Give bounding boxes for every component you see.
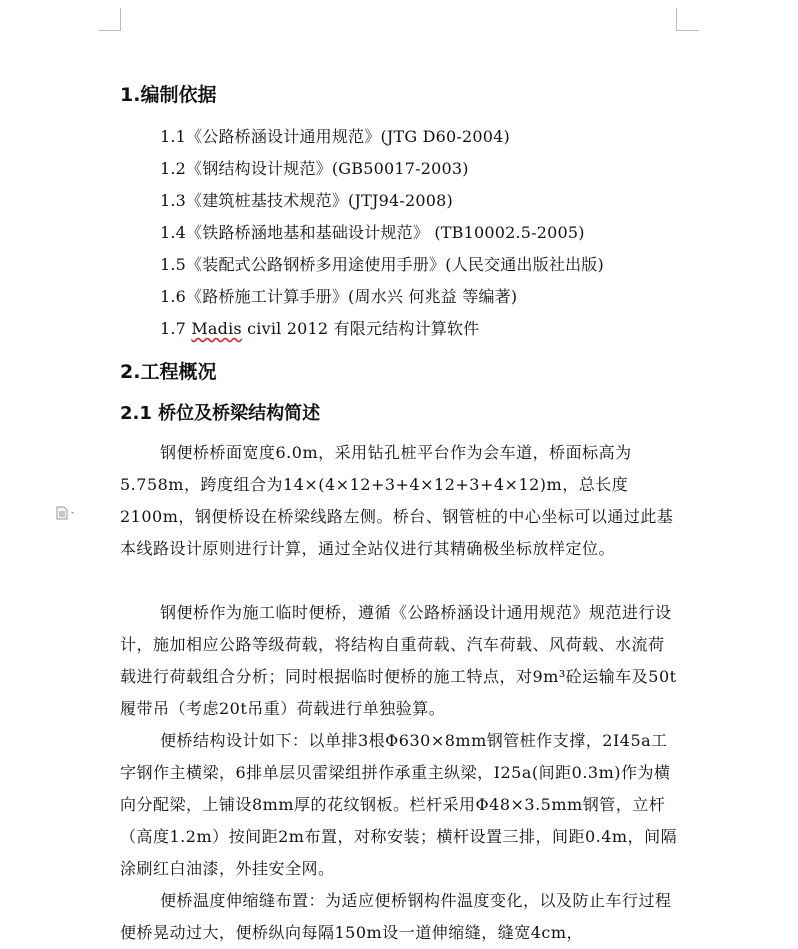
reference-item-5: 1.5《装配式公路钢桥多用途使用手册》(人民交通出版社出版) [160, 255, 604, 274]
paragraph-options-icon[interactable] [56, 505, 78, 519]
reference-item-7-suffix: civil 2012 有限元结构计算软件 [241, 319, 480, 338]
paragraph-design-loads: 钢便桥作为施工临时便桥，遵循《公路桥涵设计通用规范》规范进行设计，施加相应公路等级荷载，将结构自重荷载、汽车荷载、风荷载、水流荷载进行荷载组合分析；同时根据临时便桥的施工特点，对9m³砼运输车及50t履带吊（考虑20t吊重）荷载进行单独验算。 [120, 603, 677, 718]
reference-item-4: 1.4《铁路桥涵地基和基础设计规范》 (TB10002.5-2005) [160, 223, 585, 242]
spellcheck-underlined-word: Madis [191, 319, 242, 338]
reference-item-2: 1.2《钢结构设计规范》(GB50017-2003) [160, 159, 469, 178]
section-heading-basis: 1.编制依据 [120, 84, 217, 106]
section-heading-overview: 2.工程概况 [120, 361, 217, 383]
reference-item-6: 1.6《路桥施工计算手册》(周水兴 何兆益 等编著) [160, 287, 518, 306]
paragraph-expansion-joint: 便桥温度伸缩缝布置：为适应便桥钢构件温度变化，以及防止车行过程便桥晃动过大，便桥纵向每隔150m设一道伸缩缝，缝宽4cm， [120, 891, 672, 942]
reference-item-7-prefix: 1.7 [160, 319, 192, 338]
page-corner-mark-right [676, 8, 699, 31]
reference-item-7 [160, 316, 479, 339]
subsection-heading-bridge: 2.1 桥位及桥梁结构简述 [120, 403, 321, 424]
paragraph-bridge-layout: 钢便桥桥面宽度6.0m，采用钻孔桩平台作为会车道，桥面标高为5.758m，跨度组合为14×(4×12+3+4×12+3+4×12)m，总长度2100m，钢便桥设在桥梁线路左侧。桥台、钢管桩的中心坐标可以通过此基本线路设计原则进行计算，通过全站仪进行其精确极坐标放样定位。 [120, 443, 674, 558]
reference-item-3: 1.3《建筑桩基技术规范》(JTJ94-2008) [160, 191, 453, 210]
paragraph-structure-design: 便桥结构设计如下：以单排3根Φ630×8mm钢管桩作支撑，2I45a工字钢作主横梁，6排单层贝雷梁组拼作承重主纵梁，I25a(间距0.3m)作为横向分配梁，上铺设8mm厚的花纹钢板。栏杆采用Φ48×3.5mm钢管，立杆（高度1.2m）按间距2m布置，对称安装；横杆设置三排，间距0.4m，间隔涂刷红白油漆，外挂安全网。 [120, 731, 678, 878]
page-corner-mark-left [98, 8, 121, 31]
reference-item-1: 1.1《公路桥涵设计通用规范》(JTG D60-2004) [160, 127, 510, 146]
